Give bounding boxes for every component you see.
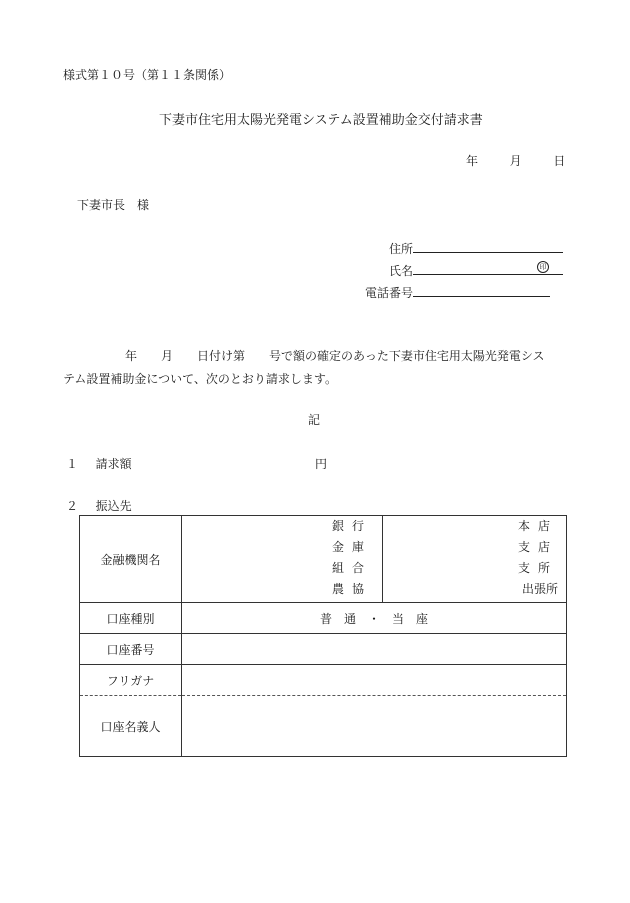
phone-row [365,282,550,301]
address-label: 住所 [389,242,414,256]
institution-cell[interactable] [182,516,567,603]
furigana-field[interactable] [182,665,567,696]
item-2-label: 振込先 [95,499,132,513]
account-type-value[interactable]: 普 通 ・ 当 座 [182,603,567,634]
branch-honten: 本店 [517,519,558,533]
branch-shisho: 支所 [517,561,558,575]
document-title: 下妻市住宅用太陽光発電システム設置補助金交付請求書 [159,113,483,128]
furigana-label: フリガナ [80,665,182,696]
item-1-label: 請求額 [95,457,132,471]
amount-unit: 円 [315,457,328,471]
item-2 [66,497,132,514]
branch-shiten: 支店 [517,540,558,554]
phone-label: 電話番号 [365,286,414,300]
institution-label: 金融機関名 [80,516,182,603]
date-line [466,152,565,169]
phone-field[interactable] [413,282,550,297]
holder-label: 口座名義人 [80,696,182,757]
body-line-2: テム設置補助金について、次のとおり請求します。 [63,372,337,386]
account-type-label: 口座種別 [80,603,182,634]
type-nokyo: 農協 [331,582,372,596]
type-shinkin: 金庫 [331,540,372,554]
item-1-number: １ [66,457,79,471]
address-row [389,238,563,257]
addressee: 下妻市長 様 [77,198,150,212]
name-label: 氏名 [389,264,414,278]
body-line-1: 年 月 日付け第 号で額の確定のあった下妻市住宅用太陽光発電シス [125,349,545,363]
ki-heading: 記 [308,413,321,427]
item-2-number: ２ [66,499,79,513]
bank-table [79,515,567,757]
branch-type-column [382,516,566,602]
address-field[interactable] [413,238,563,253]
seal-mark: 印 [537,261,549,273]
date-month: 月 [509,154,522,168]
form-number: 様式第１０号（第１１条関係） [63,68,232,82]
account-number-label: 口座番号 [80,634,182,665]
institution-type-column [182,516,383,602]
name-row [389,260,563,279]
branch-shucchojo: 出張所 [521,582,558,596]
account-number-field[interactable] [182,634,567,665]
type-kumiai: 組合 [331,561,372,575]
type-bank: 銀行 [331,519,372,533]
holder-field[interactable] [182,696,567,757]
name-field[interactable] [413,260,563,275]
date-year: 年 [466,154,479,168]
item-1 [66,455,132,472]
date-day: 日 [553,154,566,168]
